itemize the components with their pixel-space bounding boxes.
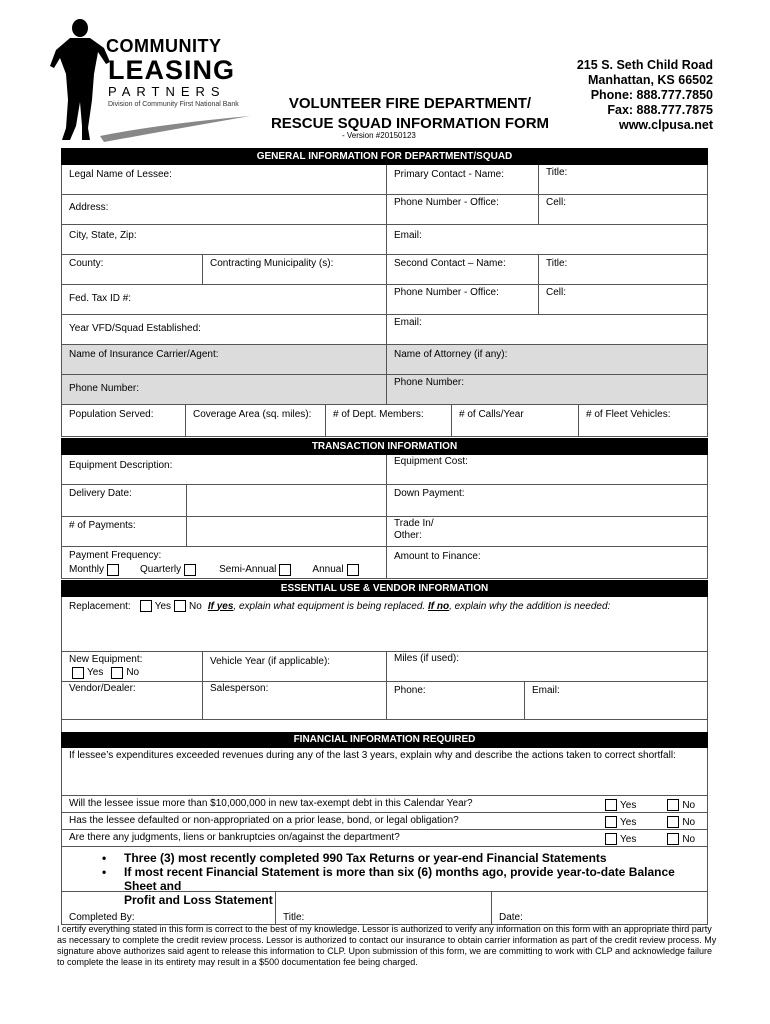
second-contact-label: Second Contact – Name: [394, 258, 506, 269]
essential-section-heading: ESSENTIAL USE & VENDOR INFORMATION [61, 580, 708, 597]
calls-year-label: # of Calls/Year [459, 409, 524, 420]
default-no-checkbox[interactable] [667, 816, 679, 828]
default-yes-label: Yes [620, 816, 637, 828]
completed-by-field[interactable] [62, 892, 276, 924]
other-label: Other: [394, 530, 422, 541]
general-section-heading: GENERAL INFORMATION FOR DEPARTMENT/SQUAD [61, 148, 708, 165]
judgments-no-label: No [682, 833, 696, 845]
default-yes-checkbox[interactable] [605, 816, 617, 828]
vendor-dealer-label: Vendor/Dealer: [69, 683, 136, 694]
dept-members-field[interactable] [326, 405, 452, 436]
num-payments-label: # of Payments: [69, 520, 136, 531]
replacement-yes-checkbox[interactable] [140, 600, 152, 612]
semi-annual-label: Semi-Annual [219, 564, 277, 575]
email-field[interactable] [387, 225, 707, 254]
payment-frequency-label: Payment Frequency: [69, 550, 162, 561]
judgments-no-checkbox[interactable] [667, 833, 679, 845]
calls-year-field[interactable] [452, 405, 579, 436]
vendor-phone-label: Phone: [394, 685, 426, 696]
address-line-2: Manhattan, KS 66502 [587, 73, 713, 87]
delivery-date-label-cell [62, 485, 187, 516]
city-state-zip-field[interactable] [62, 225, 387, 254]
county-field[interactable] [62, 255, 203, 284]
phone-office-2-field[interactable] [387, 285, 539, 314]
logo-line-3: PARTNERS [108, 84, 226, 99]
information-form [61, 148, 708, 925]
address-label: Address: [69, 202, 109, 213]
legal-name-field[interactable] [62, 165, 387, 194]
replacement-no-checkbox[interactable] [174, 600, 186, 612]
primary-contact-label: Primary Contact - Name: [394, 169, 505, 180]
tax-exempt-debt-label: Will the lessee issue more than $10,000,000 in new tax-exempt debt in this Calendar Year? [69, 798, 473, 809]
logo-line-1: COMMUNITY [106, 36, 222, 56]
coverage-area-label: Coverage Area (sq. miles): [193, 409, 312, 420]
cell-label: Cell: [546, 197, 567, 208]
trade-in-field[interactable] [387, 517, 707, 546]
trade-in-label: Trade In/ [394, 518, 434, 529]
logo-line-4: Division of Community First National Bank [108, 101, 239, 108]
phone-office-2-label: Phone Number - Office: [394, 287, 499, 298]
delivery-date-label: Delivery Date: [69, 488, 132, 499]
cell-2-field[interactable] [539, 285, 707, 314]
email-2-label: Email: [394, 317, 422, 328]
new-equipment-field [62, 652, 203, 681]
legal-name-label: Legal Name of Lessee: [69, 169, 172, 180]
signature-title-label: Title: [283, 912, 305, 923]
new-equipment-label: New Equipment: [69, 654, 143, 665]
replacement-no-label: No [189, 600, 202, 612]
phone-office-field[interactable] [387, 195, 539, 224]
monthly-checkbox[interactable] [107, 564, 119, 576]
form-title [250, 94, 570, 134]
financial-section-heading: FINANCIAL INFORMATION REQUIRED [61, 732, 708, 748]
cell-2-label: Cell: [546, 287, 567, 298]
payment-frequency-field [62, 547, 387, 578]
if-yes-label: If yes [207, 600, 234, 612]
phone-number-field[interactable] [62, 375, 387, 404]
required-document-item: • Three (3) most recently completed 990 Tax Returns or year-end Financial Statements [102, 851, 707, 865]
attorney-name-field[interactable] [387, 345, 707, 374]
coverage-area-field[interactable] [186, 405, 326, 436]
tax-exempt-debt-question [62, 796, 707, 812]
fleet-vehicles-label: # of Fleet Vehicles: [586, 409, 671, 420]
company-logo [44, 18, 244, 144]
signature-title-field[interactable] [276, 892, 492, 924]
new-equipment-no-checkbox[interactable] [111, 667, 123, 679]
vendor-email-field[interactable] [525, 682, 707, 719]
second-contact-field[interactable] [387, 255, 539, 284]
title-2-field[interactable] [539, 255, 707, 284]
annual-checkbox[interactable] [347, 564, 359, 576]
insurance-carrier-label: Name of Insurance Carrier/Agent: [69, 349, 219, 360]
replacement-label: Replacement: [69, 600, 131, 612]
population-served-label: Population Served: [69, 409, 154, 420]
company-address [577, 58, 713, 133]
default-label: Has the lessee defaulted or non-appropriated on a prior lease, bond, or legal obligation? [69, 815, 459, 826]
phone-office-label: Phone Number - Office: [394, 197, 499, 208]
miles-field[interactable] [387, 652, 707, 681]
equipment-cost-field[interactable] [387, 455, 707, 484]
title-line-2: RESCUE SQUAD INFORMATION FORM [270, 115, 550, 132]
num-payments-field[interactable] [187, 517, 387, 546]
vendor-dealer-field[interactable] [62, 682, 203, 719]
miles-label: Miles (if used): [394, 653, 460, 664]
email-label: Email: [394, 230, 422, 241]
delivery-date-field[interactable] [187, 485, 387, 516]
new-equipment-yes-label: Yes [87, 667, 104, 678]
cell-field[interactable] [539, 195, 707, 224]
salesperson-label: Salesperson: [210, 683, 269, 694]
num-payments-label-cell [62, 517, 187, 546]
phone-number-label: Phone Number: [69, 383, 140, 394]
new-equipment-yes-checkbox[interactable] [72, 667, 84, 679]
contracting-municipality-field[interactable] [203, 255, 387, 284]
insurance-carrier-field[interactable] [62, 345, 387, 374]
year-established-field[interactable] [62, 315, 387, 344]
title-label: Title: [546, 167, 568, 178]
email-2-field[interactable] [387, 315, 707, 344]
amount-to-finance-field[interactable] [387, 547, 707, 578]
dept-members-label: # of Dept. Members: [333, 409, 424, 420]
signature-date-label: Date: [499, 912, 523, 923]
down-payment-label: Down Payment: [394, 488, 465, 499]
explain-no-text: , explain why the addition is needed: [449, 600, 611, 612]
equipment-description-label: Equipment Description: [69, 460, 173, 471]
fax-line: Fax: 888.777.7875 [607, 103, 713, 117]
transaction-section-heading: TRANSACTION INFORMATION [61, 438, 708, 455]
tax-exempt-debt-no-label: No [682, 799, 696, 811]
phone-number-2-field[interactable] [387, 375, 707, 404]
version-label: - Version #20150123 [342, 131, 416, 140]
address-line-1: 215 S. Seth Child Road [576, 58, 713, 72]
judgments-yes-checkbox[interactable] [605, 833, 617, 845]
tax-exempt-debt-yes-checkbox[interactable] [605, 799, 617, 811]
year-established-label: Year VFD/Squad Established: [69, 323, 201, 334]
county-label: County: [69, 258, 104, 269]
vehicle-year-field[interactable] [203, 652, 387, 681]
address-field[interactable] [62, 195, 387, 224]
bullet-2-line-2: Profit and Loss Statement [124, 893, 273, 907]
judgments-yes-label: Yes [620, 833, 637, 845]
monthly-label: Monthly [69, 564, 105, 575]
expenditures-explanation-field[interactable] [62, 748, 707, 795]
judgments-label: Are there any judgments, liens or bankruptcies on/against the department? [69, 832, 400, 843]
tax-exempt-debt-no-checkbox[interactable] [667, 799, 679, 811]
annual-label: Annual [312, 564, 344, 575]
logo-swoosh-icon [100, 114, 250, 144]
phone-number-2-label: Phone Number: [394, 377, 465, 388]
population-served-field[interactable] [62, 405, 186, 436]
vehicle-year-label: Vehicle Year (if applicable): [210, 656, 331, 667]
completed-by-label: Completed By: [69, 912, 135, 923]
fleet-vehicles-field[interactable] [579, 405, 707, 436]
attorney-name-label: Name of Attorney (if any): [394, 349, 508, 360]
logo-line-2: LEASING [108, 55, 236, 85]
bullet-2-line-1: If most recent Financial Statement is more than six (6) months ago, provide year-to-date Balance Sheet and [124, 865, 675, 893]
explain-yes-text: , explain what equipment is being replaced. [233, 600, 426, 612]
amount-to-finance-label: Amount to Finance: [394, 551, 481, 562]
default-no-label: No [682, 816, 696, 828]
signature-date-field[interactable] [492, 892, 707, 924]
required-documents-list [62, 847, 707, 907]
certification-statement: I certify everything stated in this form is correct to the best of my knowledge. Lessor is authorized to verify any information on this form with an appropriate third party as necessary to complete the credit review process. Lessor is authorized to contact our insurance to obtain carrier information as part of the credit review process. My signature above authorizes said agent to release this information to CLP. Upon submission of this form, we are committing to work with CLP and acknowledge failure to complete the lease in its entirety may result in a $500 documentation fee being charged. [57, 924, 717, 967]
vendor-email-label: Email: [532, 685, 560, 696]
expenditures-question-label: If lessee’s expenditures exceeded revenues during any of the last 3 years, explain why and describe the actions taken to correct shortfall: [69, 750, 676, 761]
quarterly-checkbox[interactable] [184, 564, 196, 576]
semi-annual-checkbox[interactable] [279, 564, 291, 576]
title-2-label: Title: [546, 258, 568, 269]
if-no-label: If no [427, 600, 450, 612]
equipment-cost-label: Equipment Cost: [394, 456, 468, 467]
default-question [62, 813, 707, 829]
fed-tax-id-label: Fed. Tax ID #: [69, 293, 132, 304]
primary-contact-field[interactable] [387, 165, 539, 194]
contracting-municipality-label: Contracting Municipality (s): [210, 258, 334, 269]
equipment-description-field[interactable] [62, 455, 387, 484]
quarterly-label: Quarterly [140, 564, 182, 575]
title-line-1: VOLUNTEER FIRE DEPARTMENT/ [288, 95, 532, 112]
fed-tax-id-field[interactable] [62, 285, 387, 314]
title-field[interactable] [539, 165, 707, 194]
down-payment-field[interactable] [387, 485, 707, 516]
vendor-phone-field[interactable] [387, 682, 525, 719]
new-equipment-no-label: No [126, 667, 140, 678]
tax-exempt-debt-yes-label: Yes [620, 799, 637, 811]
city-state-zip-label: City, State, Zip: [69, 230, 137, 241]
website-line: www.clpusa.net [618, 118, 713, 132]
replacement-field[interactable] [62, 597, 707, 651]
salesperson-field[interactable] [203, 682, 387, 719]
phone-line: Phone: 888.777.7850 [590, 88, 713, 102]
judgments-question [62, 830, 707, 846]
replacement-yes-label: Yes [154, 600, 172, 612]
